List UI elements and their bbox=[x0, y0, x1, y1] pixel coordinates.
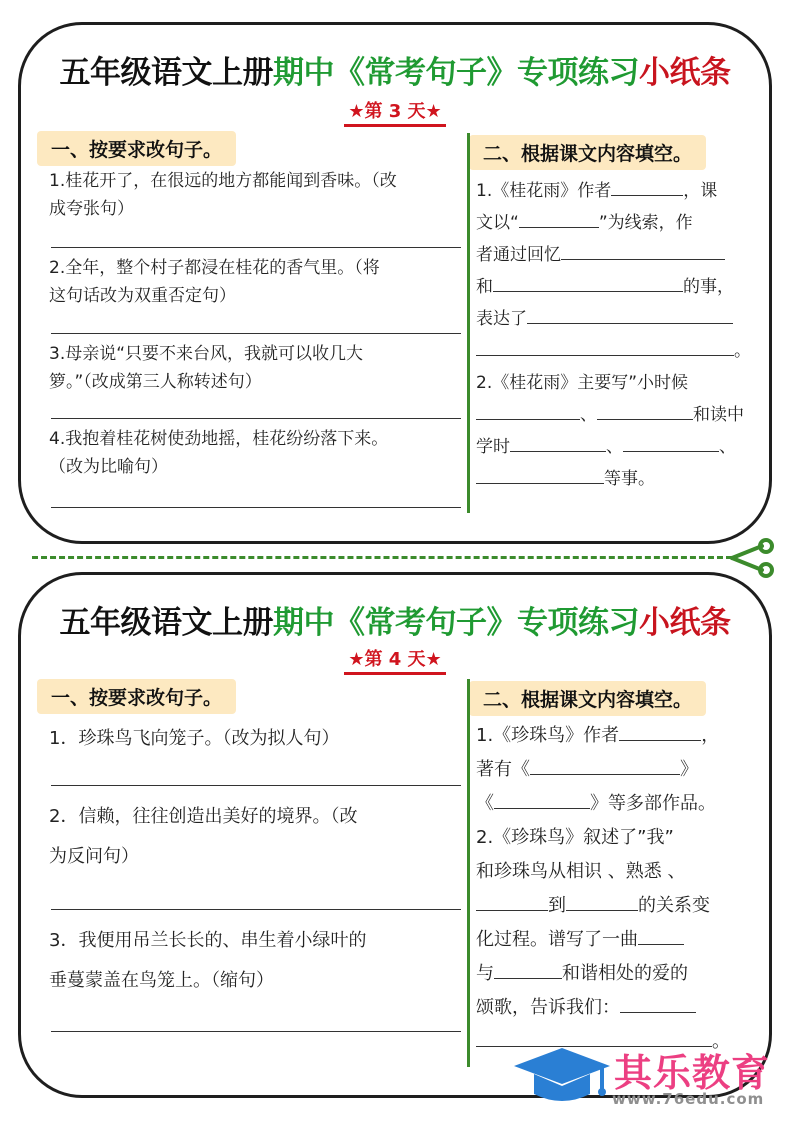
fill-blank[interactable] bbox=[561, 241, 725, 260]
answer-line-1[interactable] bbox=[51, 785, 461, 786]
worksheet-card-day3 bbox=[18, 22, 772, 544]
section-heading-fill: 二、根据课文内容填空。 bbox=[469, 135, 706, 170]
title-part-grade: 五年级语文上册 bbox=[59, 55, 273, 91]
column-divider bbox=[467, 679, 470, 1067]
card-title bbox=[21, 597, 769, 642]
fill-blank[interactable] bbox=[527, 305, 733, 324]
fill-blank[interactable] bbox=[597, 401, 693, 420]
answer-line-4[interactable] bbox=[51, 507, 461, 508]
fill-question-1: 1.《珍珠鸟》作者 ， 著有《 》 《 》等多部作品。 bbox=[476, 719, 761, 821]
title-part-note: 小纸条 bbox=[639, 605, 731, 641]
question-3: 3．我便用吊兰长长的、串生着小绿叶的 垂蔓蒙盖在鸟笼上。（缩句） bbox=[49, 930, 367, 991]
fill-blank[interactable] bbox=[619, 722, 701, 741]
question-4: 4.我抱着桂花树使劲地摇，桂花纷纷落下来。 （改为比喻句） bbox=[49, 429, 389, 477]
card-title bbox=[21, 47, 769, 92]
fill-question-2: 2.《桂花雨》主要写”小时候 、 和读中 学时 、 、 等事。 bbox=[476, 373, 744, 489]
day-label: ★第 3 天★ bbox=[21, 97, 769, 127]
fill-blank[interactable] bbox=[494, 960, 562, 979]
answer-line-3[interactable] bbox=[51, 418, 461, 419]
fill-blank[interactable] bbox=[530, 756, 680, 775]
section-heading-rewrite: 一、按要求改句子。 bbox=[37, 679, 236, 714]
worksheet-card-day4 bbox=[18, 572, 772, 1098]
title-part-topic: 期中《常考句子》专项练习 bbox=[273, 605, 639, 641]
fill-blank[interactable] bbox=[611, 177, 683, 196]
title-part-note: 小纸条 bbox=[639, 55, 731, 91]
brand-url[interactable]: www.76edu.com bbox=[612, 1090, 765, 1108]
fill-blank[interactable] bbox=[519, 209, 599, 228]
fill-blank[interactable] bbox=[476, 892, 548, 911]
question-3: 3.母亲说“只要不来台风，我就可以收几大 箩。”（改成第三人称转述句） bbox=[49, 344, 364, 392]
fill-blank[interactable] bbox=[638, 926, 684, 945]
section-heading-fill: 二、根据课文内容填空。 bbox=[469, 681, 706, 716]
answer-line-2[interactable] bbox=[51, 909, 461, 910]
title-part-grade: 五年级语文上册 bbox=[59, 605, 273, 641]
question-2: 2.全年，整个村子都浸在桂花的香气里。（将 这句话改为双重否定句） bbox=[49, 258, 380, 306]
answer-line-2[interactable] bbox=[51, 333, 461, 334]
answer-line-1[interactable] bbox=[51, 247, 461, 248]
answer-line-3[interactable] bbox=[51, 1031, 461, 1032]
fill-blank[interactable] bbox=[623, 433, 719, 452]
fill-blank[interactable] bbox=[476, 465, 604, 484]
fill-blank[interactable] bbox=[510, 433, 606, 452]
day-label: ★第 4 天★ bbox=[21, 645, 769, 675]
fill-question-2: 2.《珍珠鸟》叙述了”我” 和珍珠鸟从相识 、熟悉 、 到 的关系变 化过程。谱写了一曲 与 和谐相处的爱的 颂歌，告诉我们： 。 bbox=[476, 827, 730, 1052]
fill-blank[interactable] bbox=[620, 994, 696, 1013]
scissors-icon bbox=[728, 538, 776, 578]
section-heading-rewrite: 一、按要求改句子。 bbox=[37, 131, 236, 166]
fill-question-1: 1.《桂花雨》作者 ，课 文以“ ”为线索，作 者通过回忆 和 的事， 表达了 。 bbox=[476, 175, 756, 367]
cut-line bbox=[32, 556, 732, 559]
column-divider bbox=[467, 133, 470, 513]
fill-blank[interactable] bbox=[476, 337, 734, 356]
fill-blank[interactable] bbox=[494, 790, 590, 809]
question-2: 2．信赖，往往创造出美好的境界。（改 为反问句） bbox=[49, 806, 358, 867]
brand-name: 其乐教育 bbox=[614, 1051, 771, 1095]
title-part-topic: 期中《常考句子》专项练习 bbox=[273, 55, 639, 91]
fill-blank[interactable] bbox=[566, 892, 638, 911]
fill-blank[interactable] bbox=[493, 273, 683, 292]
fill-blank[interactable] bbox=[476, 401, 580, 420]
question-1: 1.桂花开了，在很远的地方都能闻到香味。（改 成夸张句） bbox=[49, 171, 397, 219]
question-1: 1．珍珠鸟飞向笼子。（改为拟人句） bbox=[49, 728, 340, 749]
